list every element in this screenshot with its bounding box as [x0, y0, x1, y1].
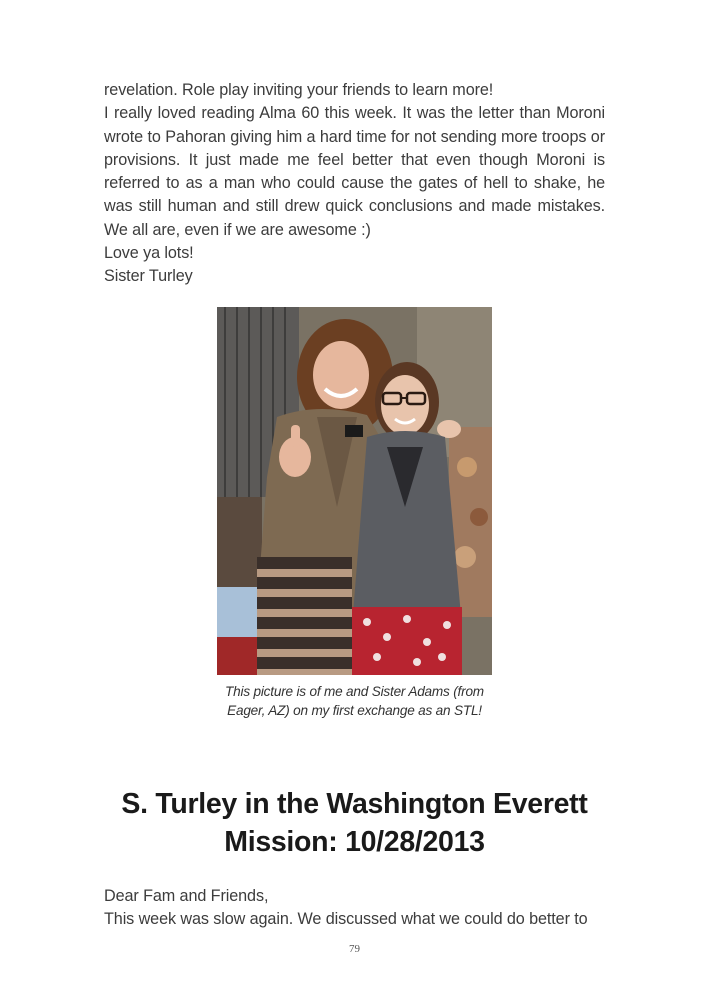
signature-line: Sister Turley: [104, 267, 193, 286]
paragraph: revelation. Role play inviting your friends to learn more!: [104, 81, 494, 99]
heading-line: Mission: 10/28/2013: [224, 825, 485, 858]
closing-line: Love ya lots!: [104, 244, 194, 263]
photo-caption: [200, 683, 509, 720]
heading-line: S. Turley in the Washington Everett: [121, 788, 588, 820]
caption-line: Eager, AZ) on my first exchange as an STL!: [227, 702, 482, 718]
body-text-top: [104, 79, 605, 289]
section-heading: [60, 786, 649, 861]
paragraph: I really loved reading Alma 60 this week. It was the letter than Moroni wrote to Pahoran giving him a hard time for not sending more troops or provisions. It just made me feel better that even though Moroni is referred to as a man who could cause the gates of hell to shake, he was still human and still drew quick conclusions and made mistakes. We all are, even if we are awesome :): [104, 104, 605, 239]
page-number: 79: [349, 943, 360, 955]
greeting-line: Dear Fam and Friends,: [104, 887, 269, 905]
body-text-bottom: [104, 885, 605, 932]
paragraph: This week was slow again. We discussed what we could do better to: [104, 910, 588, 929]
photo-two-sisters: [217, 307, 492, 675]
caption-line: This picture is of me and Sister Adams (from: [225, 684, 484, 699]
